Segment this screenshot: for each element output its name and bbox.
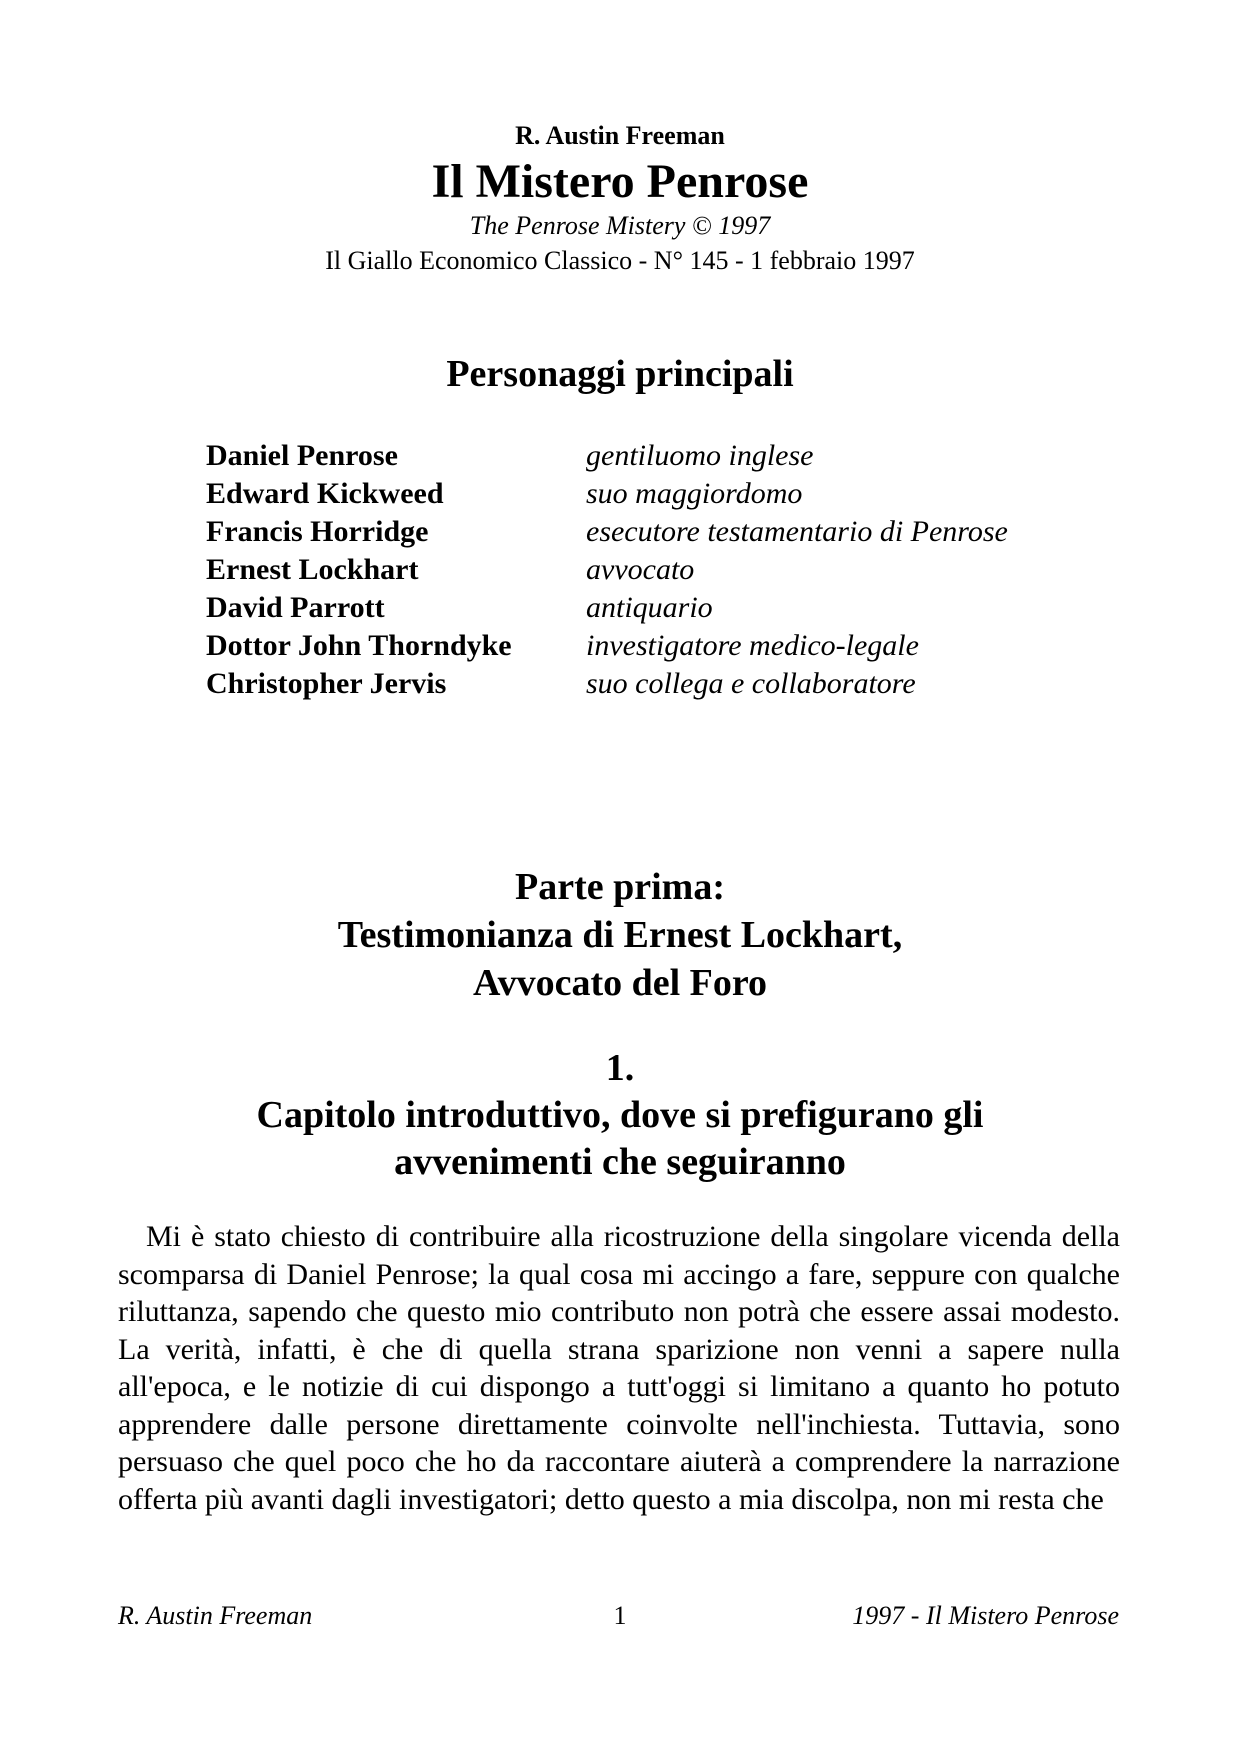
character-row (206, 513, 1106, 551)
character-role: suo maggiordomo (586, 477, 803, 510)
character-role: antiquario (586, 591, 713, 624)
character-role: avvocato (586, 553, 695, 586)
footer-author: R. Austin Freeman (118, 1601, 313, 1630)
character-role: gentiluomo inglese (586, 439, 814, 472)
page-number: 1 (613, 1601, 627, 1630)
book-title: Il Mistero Penrose (431, 155, 809, 208)
character-name: Francis Horridge (206, 515, 429, 548)
character-row (206, 627, 1106, 665)
chapter-title-line: Capitolo introduttivo, dove si prefigurano gli (256, 1094, 984, 1136)
character-row (206, 475, 1106, 513)
part-heading-line: Parte prima: (515, 866, 725, 908)
character-row (206, 665, 1106, 703)
chapter-number: 1. (605, 1047, 635, 1089)
character-name: Daniel Penrose (206, 439, 398, 472)
body-paragraph: Mi è stato chiesto di contribuire alla ricostruzione della singolare vicenda della scomparsa di Daniel Penrose; la qual cosa mi accingo a fare, seppure con qualche riluttanza, sapendo che questo mio contributo non potrà che essere assai modesto. La verità, infatti, è che di quella strana sparizione non venni a sapere nulla all'epoca, e le notizie di cui dispongo a tutt'oggi si limitano a quanto ho potuto apprendere dalle persone direttamente coinvolte nell'inchiesta. Tuttavia, sono persuaso che quel poco che ho da raccontare aiuterà a comprendere la narrazione offerta più avanti dagli investigatori; detto questo a mia discolpa, non mi resta che (118, 1220, 1120, 1516)
character-name: David Parrott (206, 591, 385, 624)
character-role: suo collega e collaboratore (586, 667, 916, 700)
character-row (206, 551, 1106, 589)
character-name: Edward Kickweed (206, 477, 444, 510)
characters-heading: Personaggi principali (446, 353, 794, 395)
part-heading-line: Testimonianza di Ernest Lockhart, (337, 914, 903, 956)
original-title: The Penrose Mistery © 1997 (469, 211, 771, 240)
chapter-heading (0, 1045, 1240, 1186)
character-row (206, 437, 1106, 475)
publication-info: Il Giallo Economico Classico - N° 145 - 1 febbraio 1997 (325, 246, 915, 275)
character-role: investigatore medico-legale (586, 629, 919, 662)
character-name: Dottor John Thorndyke (206, 629, 512, 662)
character-name: Ernest Lockhart (206, 553, 419, 586)
part-heading (0, 863, 1240, 1007)
character-role: esecutore testamentario di Penrose (586, 515, 1008, 548)
characters-list (206, 437, 1106, 703)
character-name: Christopher Jervis (206, 667, 447, 700)
footer-title: 1997 - Il Mistero Penrose (852, 1601, 1119, 1630)
character-row (206, 589, 1106, 627)
author-name: R. Austin Freeman (515, 121, 725, 150)
part-heading-line: Avvocato del Foro (472, 962, 768, 1004)
chapter-title-line: avvenimenti che seguiranno (394, 1141, 846, 1183)
